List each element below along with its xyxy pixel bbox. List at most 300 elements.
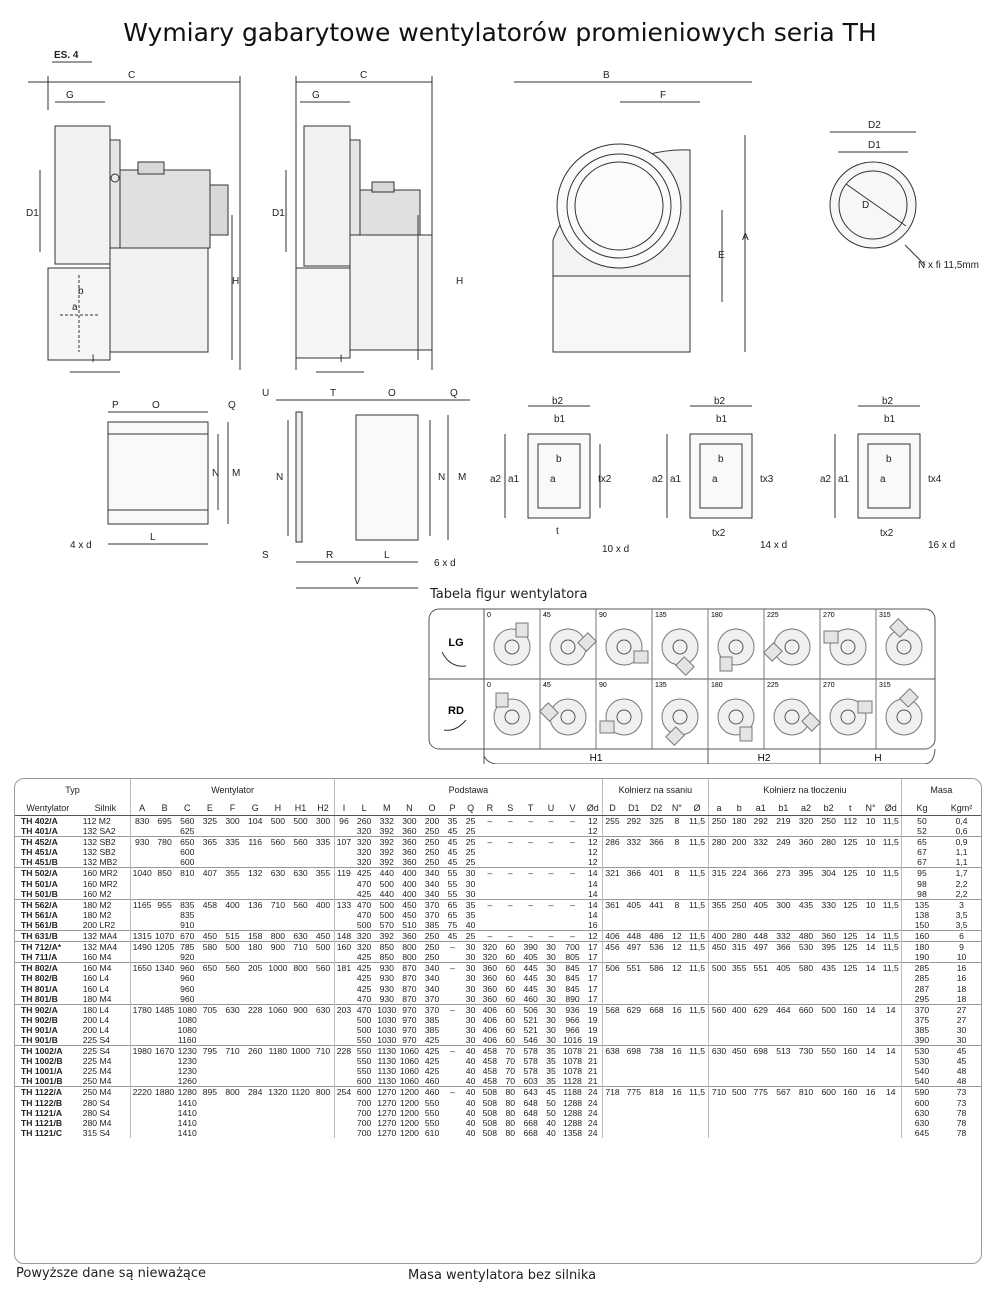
table-cell [443,1118,461,1128]
table-cell: 830 [131,816,154,827]
table-cell [772,847,795,857]
table-cell [881,1076,902,1087]
table-cell [199,1056,222,1066]
table-cell: 10 [860,868,880,879]
table-cell: 630 [709,1046,729,1057]
table-cell: 1270 [377,1097,397,1108]
svg-text:b: b [556,454,562,465]
table-cell [749,1108,772,1118]
table-cell: 132 MA4 [81,931,131,942]
table-cell: 370 [424,993,440,1004]
table-cell: – [541,868,561,879]
table-cell [817,1025,840,1035]
table-cell [602,973,622,983]
table-cell [840,910,860,920]
table-cell [335,1076,353,1087]
table-cell [645,1025,668,1035]
table-cell: 360 [482,983,497,994]
table-cell [602,1108,622,1118]
table-cell: 119 [335,868,353,879]
table-cell [520,857,540,868]
table-row [15,910,981,920]
group-tloczenie: Kołnierz na tłoczeniu [709,779,902,801]
table-cell: 567 [772,1087,795,1098]
table-cell [686,1066,709,1076]
table-cell: 695 [157,816,172,826]
table-cell: 11,5 [881,837,902,848]
table-cell: 425 [424,1056,440,1067]
table-cell: 375 [901,1015,942,1025]
table-cell: TH 1002/A [15,1046,81,1057]
table-cell [686,889,709,900]
table-cell: 80 [505,1107,515,1118]
svg-text:B: B [603,70,610,81]
table-cell [709,879,729,889]
table-cell: 14 [584,899,602,910]
table-cell: 630 [312,1004,335,1015]
table-cell: 11,5 [686,1004,709,1015]
table-cell: 546 [523,1034,538,1045]
table-cell [686,1128,709,1138]
table-cell [131,1066,154,1076]
table-cell: 385 [901,1025,942,1035]
svg-text:D1: D1 [272,208,285,219]
table-cell [881,1098,902,1108]
table-cell [131,952,154,963]
table-cell: – [548,816,554,826]
table-cell: 78 [956,1107,967,1118]
table-cell: 1340 [155,963,175,974]
table-cell [881,1025,902,1035]
table-cell [335,826,353,837]
svg-text:D: D [862,200,870,211]
table-cell [500,857,520,868]
col-header: D [602,801,622,816]
fan-orientation-icon [606,629,648,665]
table-cell: 30 [462,942,480,953]
table-cell: 14 [860,931,880,942]
table-cell: 18 [956,993,967,1004]
table-cell: 850 [379,952,394,963]
table-cell [199,1118,222,1128]
table-cell [289,1066,312,1076]
table-cell [729,1118,749,1128]
table-cell [668,826,686,837]
table-cell: 1000 [268,963,288,974]
table-cell: 425 [353,868,376,879]
table-cell [840,1098,860,1108]
svg-text:tx2: tx2 [598,474,612,485]
table-cell [668,952,686,963]
table-cell [221,1056,244,1066]
table-cell: 320 [353,837,376,848]
table-cell: 332 [772,931,795,942]
table-cell: 249 [772,837,795,848]
table-cell [709,889,729,900]
table-cell: 40 [546,1117,556,1128]
table-cell: 16 [587,919,598,930]
table-cell: 11,5 [881,899,902,910]
table-cell [668,879,686,889]
table-cell: 14 [881,1087,902,1098]
table-cell: 295 [901,994,942,1005]
table-row [15,1004,981,1015]
table-cell: 392 [379,857,394,868]
svg-text:C: C [360,70,368,81]
svg-text:T: T [330,388,337,399]
table-cell [221,1025,244,1035]
table-cell [668,1015,686,1025]
table-cell: 1130 [377,1066,396,1077]
table-cell: 1410 [177,1097,197,1108]
table-cell: 19 [587,1014,598,1025]
table-cell: 250 [421,931,444,942]
table-cell [244,1108,267,1118]
table-cell: TH 502/A [15,868,81,879]
table-cell: 360 [402,826,417,837]
table-row [15,1128,981,1138]
table-cell: 400 [729,1004,749,1015]
table-cell [500,910,520,920]
table-cell: 405 [772,963,795,974]
table-cell: 40 [465,1056,476,1067]
table-cell [795,973,818,983]
table-cell: 205 [244,963,267,974]
table-cell [709,920,729,931]
table-cell [520,889,540,900]
table-row [15,1066,981,1076]
table-cell: 955 [153,899,176,910]
table-cell: 551 [623,963,646,974]
table-cell [289,1098,312,1108]
table-cell: 2,2 [955,878,968,889]
table-cell [335,952,353,963]
table-cell: 35 [541,1046,561,1057]
table-cell: 630 [221,1004,244,1015]
table-cell [817,984,840,994]
table-cell: 966 [565,1024,580,1035]
table-cell [860,1035,880,1046]
table-cell [840,952,860,963]
svg-text:H: H [232,276,240,287]
col-header: b2 [817,801,840,816]
table-cell [709,1128,729,1138]
table-cell: 24 [587,1127,598,1138]
table-cell: 280 S4 [82,1107,110,1118]
table-cell [153,1076,176,1087]
table-cell [602,857,622,868]
table-cell [645,857,668,868]
table-cell [244,1056,267,1066]
table-cell [817,1056,840,1066]
table-cell [881,952,902,963]
table-cell [729,879,749,889]
table-cell: 392 [379,847,394,858]
svg-text:tx4: tx4 [928,474,942,485]
table-cell [312,984,335,994]
table-cell [749,857,772,868]
table-cell [312,1035,335,1046]
table-cell: 1410 [177,1117,197,1128]
table-cell: 30 [541,963,561,974]
table-cell: 30 [956,1034,967,1045]
table-cell: 55 [447,888,458,899]
table-cell [881,879,902,889]
table-cell [541,920,561,931]
table-cell [881,920,902,931]
table-cell: 2220 [131,1087,154,1098]
fan-orientation-icon [767,692,822,747]
table-cell: 14 [587,878,598,889]
table-cell [153,1128,176,1138]
table-cell [817,1035,840,1046]
table-cell [795,1015,818,1025]
table-cell [335,1035,353,1046]
table-cell [645,1108,668,1118]
group-h2: H2 [757,753,771,764]
table-cell [749,984,772,994]
svg-text:b1: b1 [716,414,728,425]
table-cell [131,847,154,857]
table-cell [221,994,244,1005]
table-cell [221,1118,244,1128]
table-cell: 800 [221,1087,244,1098]
table-cell [772,1056,795,1066]
table-cell [749,1128,772,1138]
table-cell: 12 [584,837,602,848]
table-cell [289,879,312,889]
table-cell: 456 [602,942,622,953]
table-cell [480,857,500,868]
table-cell: 60 [505,1034,515,1045]
table-cell: 315 [729,942,749,953]
table-cell [860,920,880,931]
table-cell: 14 [881,1046,902,1057]
table-cell [312,1128,335,1138]
table-cell: 600 [901,1098,942,1108]
table-cell: 645 [901,1128,942,1138]
table-cell: 95 [901,868,942,879]
table-cell [729,1076,749,1087]
col-header: U [541,801,561,816]
fan-orientation-icon [538,687,593,742]
table-cell: 200 LR2 [82,919,116,930]
angle-label: 270 [823,682,835,689]
table-cell [312,826,335,837]
table-cell [860,952,880,963]
table-cell: 1,1 [955,847,968,858]
table-cell: 21 [587,1056,598,1067]
table-cell: 370 [421,899,444,910]
table-cell: 67 [901,857,942,868]
table-cell [480,879,500,889]
table-cell: 300 [315,816,331,826]
svg-text:N x fi 11,5mm: N x fi 11,5mm [918,260,979,271]
table-row [15,984,981,994]
col-header: H1 [289,801,312,816]
table-cell: 458 [480,1046,500,1057]
table-cell: 0,4 [955,816,968,826]
svg-text:U: U [262,388,270,399]
table-cell [561,879,584,889]
svg-text:b: b [886,454,892,465]
table-cell: 970 [402,1014,417,1025]
col-header: D2 [645,801,668,816]
table-cell: 40 [465,1076,476,1087]
table-cell: 568 [602,1004,622,1015]
table-cell [881,889,902,900]
table-cell: 1410 [177,1107,197,1118]
table-cell: 200 L4 [82,1014,110,1025]
table-cell: 30 [465,888,476,899]
table-cell: 1180 [267,1046,290,1057]
table-cell: 560 [221,963,244,974]
table-cell [267,879,290,889]
table-cell: 30 [546,1014,556,1025]
table-cell: 60 [505,1024,515,1035]
table-cell [480,826,500,837]
table-cell: 450 [398,899,421,910]
table-cell: 1260 [177,1076,197,1087]
table-cell [312,1118,335,1128]
angle-label: 135 [655,612,667,619]
svg-text:b2: b2 [714,396,726,407]
table-cell [686,994,709,1005]
table-cell [199,910,222,920]
table-cell [221,920,244,931]
table-cell [686,1098,709,1108]
table-cell [221,1035,244,1046]
svg-text:Q: Q [228,400,236,411]
table-cell: 60 [500,963,520,974]
table-cell: 11,5 [881,942,902,953]
table-cell: 11,5 [686,1046,709,1057]
table-cell [686,879,709,889]
table-cell: 550 [424,1107,440,1118]
table-cell [335,1056,353,1066]
table-cell: 1270 [377,1087,397,1098]
col-header: E [199,801,222,816]
table-cell: 133 [335,899,353,910]
table-cell [221,1108,244,1118]
table-cell [221,1128,244,1138]
table-cell: 340 [421,868,444,879]
table-cell: 60 [500,1004,520,1015]
table-cell [881,984,902,994]
table-cell: 40 [462,1087,480,1098]
table-cell: 73 [956,1097,967,1108]
table-cell: 366 [749,868,772,879]
table-cell [244,1076,267,1087]
table-cell: – [541,837,561,848]
table-cell: 160 L4 [82,983,110,994]
table-cell [795,1056,818,1066]
table-cell: 521 [523,1014,538,1025]
table-cell [267,1035,290,1046]
table-cell: 52 [901,826,942,837]
table-cell [772,1015,795,1025]
svg-text:b: b [78,286,84,297]
table-cell: 96 [335,816,353,827]
table-cell [709,910,729,920]
table-cell: 1230 [177,1066,197,1077]
table-cell: 11,5 [686,963,709,974]
table-cell: TH 501/B [21,888,58,899]
table-cell: 800 [289,963,312,974]
table-cell [561,847,584,857]
table-cell: – [561,931,584,942]
table-cell [749,952,772,963]
table-cell: 40 [465,919,476,930]
table-cell [312,1015,335,1025]
table-cell: 135 [901,899,942,910]
table-cell [668,1066,686,1076]
table-cell [772,1108,795,1118]
table-cell: 98 [901,889,942,900]
table-cell: 60 [505,952,515,963]
table-cell: 8 [668,868,686,879]
table-cell: 448 [623,931,646,942]
table-cell: 25 [465,857,476,868]
table-cell [840,1056,860,1066]
table-cell [668,910,686,920]
table-cell: 1060 [399,1046,419,1057]
table-cell: 24 [587,1097,598,1108]
table-cell: 586 [645,963,668,974]
table-cell [772,994,795,1005]
table-cell [668,1128,686,1138]
table-cell: 1165 [131,899,154,910]
table-cell: 460 [424,1076,440,1087]
table-cell: 850 [153,868,176,879]
page-title: Wymiary gabarytowe wentylatorów promieniowych seria TH [123,18,877,47]
table-cell: 1270 [377,1117,397,1128]
table-cell [500,847,520,857]
col-header: b [729,801,749,816]
table-cell: 250 [424,826,440,837]
angle-label: 225 [767,612,779,619]
table-cell [840,1108,860,1118]
table-cell [199,1128,222,1138]
table-cell: – [500,837,520,848]
table-cell [267,1128,290,1138]
table-cell [541,857,561,868]
table-cell: 406 [602,931,622,942]
table-cell [729,973,749,983]
table-cell [541,910,561,920]
table-cell: – [480,868,500,879]
table-cell [729,857,749,868]
table-cell [729,920,749,931]
table-cell: 450 [312,931,335,942]
table-cell: 320 [356,857,372,868]
table-cell: 835 [176,899,199,910]
table-cell: 629 [623,1004,646,1015]
table-cell [795,1118,818,1128]
table-cell: TH 1121/A [21,1107,63,1118]
angle-label: 0 [487,612,491,619]
table-cell: 30 [465,1014,476,1025]
table-cell [312,1066,335,1076]
table-cell [244,1118,267,1128]
table-cell: TH 631/B [15,931,81,942]
table-cell: 630 [901,1118,942,1128]
table-cell [602,920,622,931]
table-cell [623,1118,646,1128]
table-cell: 360 [482,973,497,984]
table-cell [153,952,176,963]
table-cell [335,1066,353,1076]
